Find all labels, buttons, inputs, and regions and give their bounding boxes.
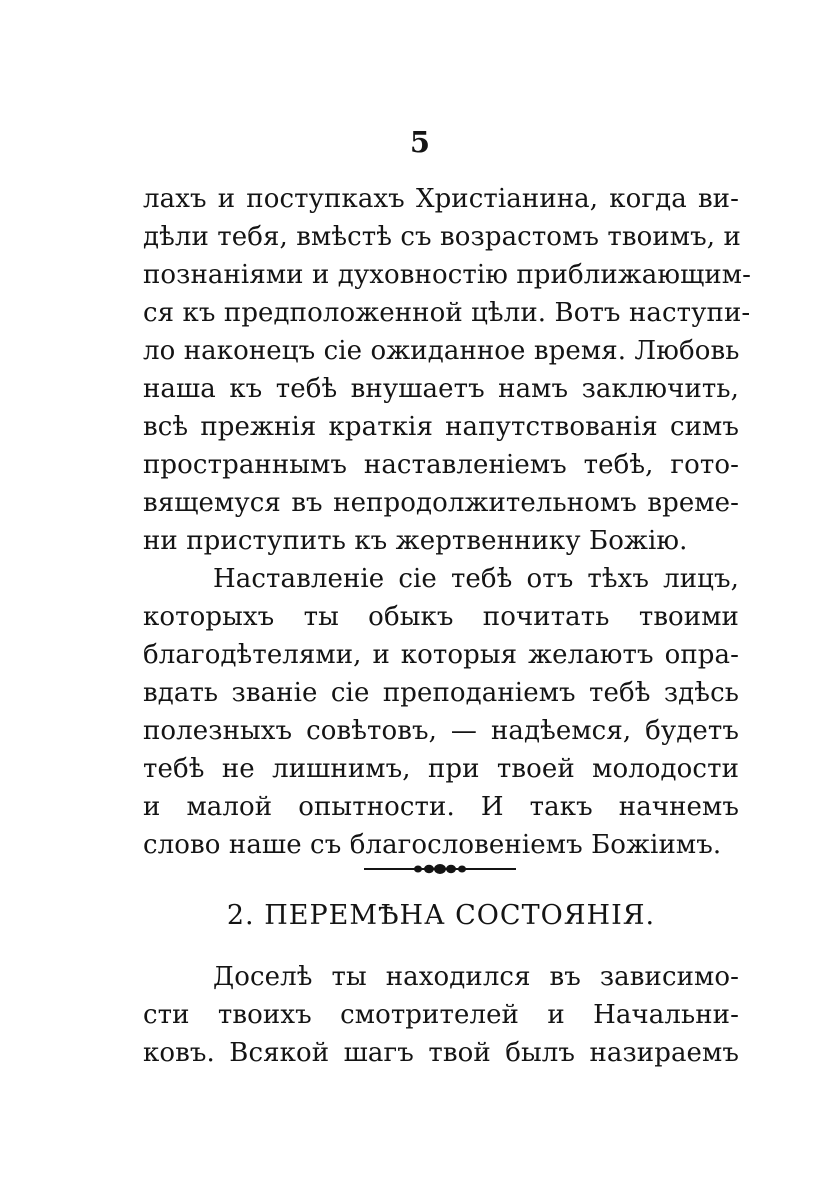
text-line: полезныхъ совѣтовъ, — надѣемся, будетъ: [143, 716, 739, 746]
text-line: которыхъ ты обыкъ почитать твоими: [143, 602, 739, 632]
text-line: тебѣ не лишнимъ, при твоей молодости: [143, 754, 739, 784]
text-line: познаніями и духовностію приближающим-: [143, 260, 752, 290]
text-line: сти твоихъ смотрителей и Начальни-: [143, 1000, 739, 1030]
text-line: вящемуся въ непродолжительномъ време-: [143, 488, 739, 518]
text-line: ся къ предположенной цѣли. Вотъ наступи-: [143, 298, 751, 328]
page-number: 5: [409, 125, 431, 159]
text-line: лахъ и поступкахъ Христіанина, когда ви-: [143, 184, 739, 214]
text-line: ни приступить къ жертвеннику Божію.: [143, 526, 688, 556]
text-line: наша къ тебѣ внушаетъ намъ заключить,: [143, 374, 739, 404]
ornament-divider: [360, 858, 520, 880]
text-line: Доселѣ ты находился въ зависимо-: [213, 962, 739, 992]
text-line: пространнымъ наставленіемъ тебѣ, гото-: [143, 450, 739, 480]
text-line: слово наше съ благословеніемъ Божіимъ.: [143, 830, 722, 860]
text-line: всѣ прежнія краткія напутствованія симъ: [143, 412, 739, 442]
section-heading: 2. ПЕРЕМѢНА СОСТОЯНІЯ.: [226, 900, 656, 931]
text-line: вдать званіе сіе преподаніемъ тебѣ здѣсь: [143, 678, 739, 708]
text-line: ло наконецъ сіе ожиданное время. Любовь: [143, 336, 740, 366]
text-line: благодѣтелями, и которыя желаютъ опра-: [143, 640, 739, 670]
text-line: и малой опытности. И такъ начнемъ: [143, 792, 739, 822]
text-line: ковъ. Всякой шагъ твой былъ назираемъ: [143, 1038, 739, 1068]
text-line: Наставленіе сіе тебѣ отъ тѣхъ лицъ,: [213, 564, 739, 594]
text-line: дѣли тебя, вмѣстѣ съ возрастомъ твоимъ, и: [143, 222, 741, 252]
